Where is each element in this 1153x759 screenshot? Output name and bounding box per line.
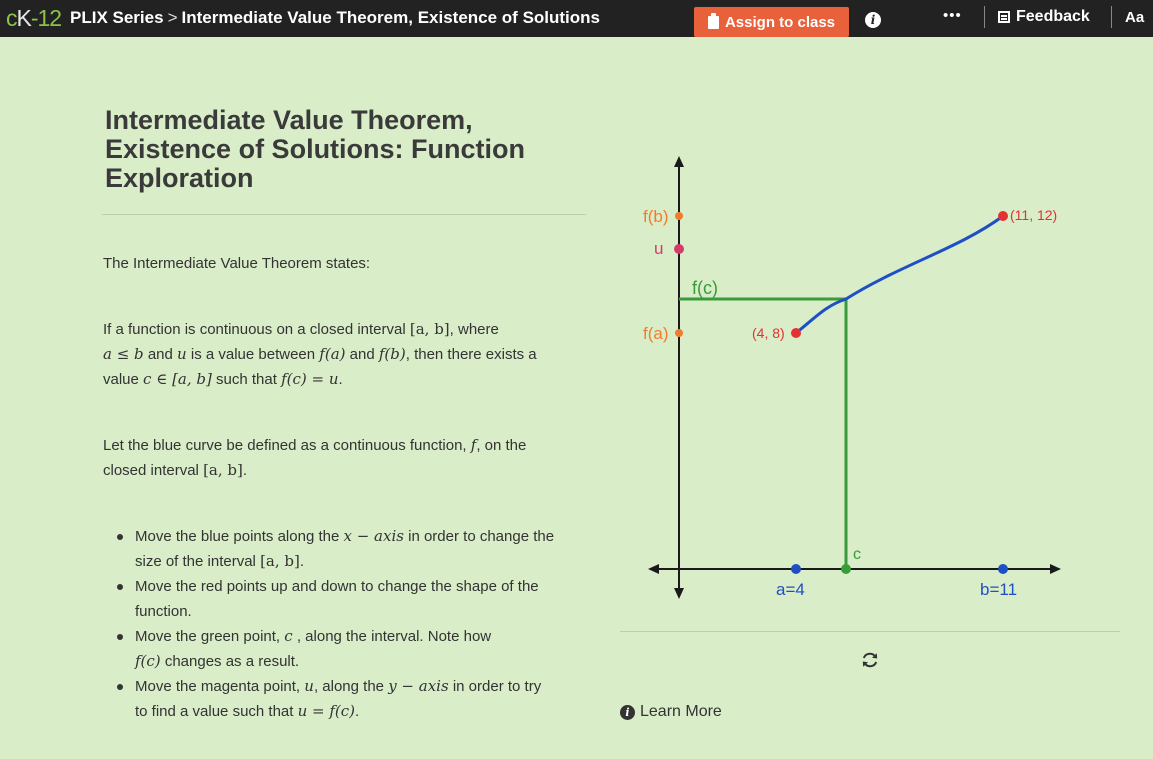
breadcrumb-series[interactable]: PLIX Series [70,8,164,27]
definition-text: Let the blue curve be defined as a continuous function, f, on the closed interval [a, b]. [103,436,527,479]
c-point[interactable] [841,564,851,574]
y-axis-arrow-up [674,156,684,167]
learn-more-link[interactable] [620,703,722,721]
more-options-icon[interactable]: ••• [943,7,962,24]
breadcrumb-page: Intermediate Value Theorem, Existence of Solutions [181,8,601,27]
feedback-button[interactable] [998,8,1090,26]
x-axis-arrow-left [648,564,659,574]
a-label: a=4 [776,580,805,599]
u-point[interactable] [674,244,684,254]
left-point-label: (4, 8) [752,325,785,341]
ck12-logo[interactable]: cK-12 [6,5,62,31]
info-icon[interactable]: i [865,12,881,28]
top-bar [0,0,1153,37]
fa-label: f(a) [643,324,669,343]
feedback-icon [998,11,1010,23]
list-item: Move the magenta point, u, along the y − axis in order to try to find a value such that u = f(c). [135,674,625,724]
function-curve [796,216,1003,333]
divider [984,6,985,28]
assign-label: Assign to class [724,13,836,31]
clipboard-icon [708,16,719,29]
list-item: Move the blue points along the x − axis in order to change the size of the interval [a, b]. [135,524,625,574]
right-point-label: (11, 12) [1010,207,1058,223]
y-axis-arrow-down [674,588,684,599]
divider [102,214,586,215]
breadcrumb-separator: > [167,8,178,27]
assign-to-class-button[interactable] [694,7,849,37]
fa-point [675,329,683,337]
b-point[interactable] [998,564,1008,574]
reset-icon[interactable] [860,650,880,670]
divider [620,631,1120,632]
right-red-point[interactable] [998,211,1008,221]
list-item: Move the green point, c , along the interval. Note how f(c) changes as a result. [135,624,625,674]
feedback-label: Feedback [1016,8,1090,25]
learn-more-label: Learn More [640,703,722,720]
instruction-list [103,524,625,724]
c-label: c [853,546,861,563]
breadcrumb [70,8,600,28]
u-label: u [654,239,664,258]
page-title: Intermediate Value Theorem, Existence of Solutions: Function Exploration [105,105,526,193]
theorem-text: If a function is continuous on a closed interval [a, b], where a ≤ b and u is a value between f(a) and f(b), then there exists a value c ∈ [a, b] such that f(c) = u. [103,320,537,388]
fb-label: f(b) [643,207,669,226]
fb-point [675,212,683,220]
b-label: b=11 [980,580,1018,599]
fc-label: f(c) [692,278,718,298]
function-graph[interactable] [620,140,1120,620]
info-icon: i [620,705,635,720]
divider [1111,6,1112,28]
font-size-button[interactable]: Aa [1125,9,1145,26]
x-axis-arrow-right [1050,564,1061,574]
left-red-point[interactable] [791,328,801,338]
a-point[interactable] [791,564,801,574]
intro-text: The Intermediate Value Theorem states: [103,255,371,272]
list-item: Move the red points up and down to change the shape of the function. [135,574,625,624]
